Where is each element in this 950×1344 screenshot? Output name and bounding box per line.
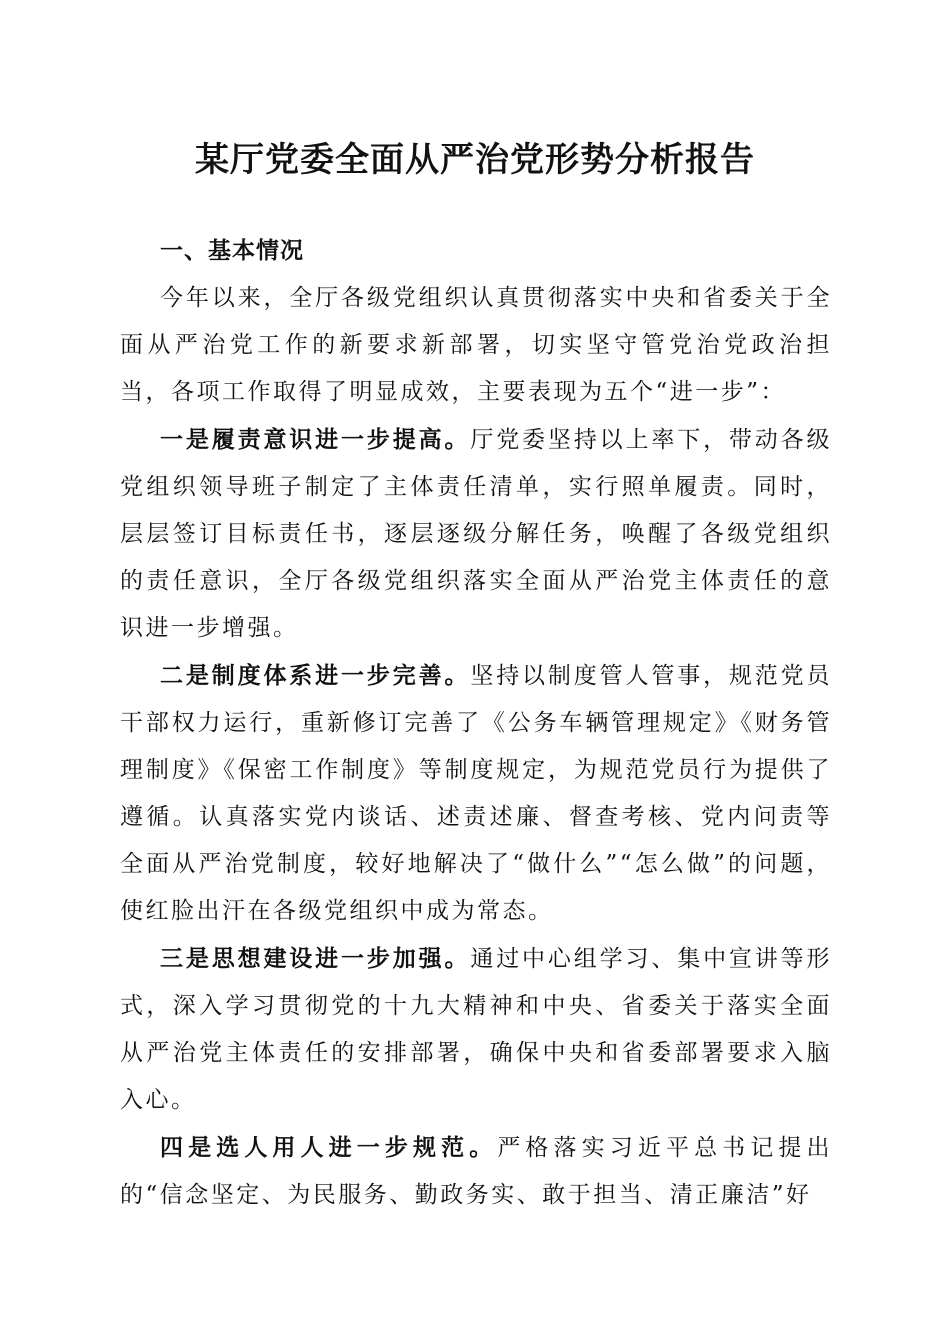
- point-lead: 二是制度体系进一步完善。: [160, 662, 471, 689]
- point-lead: 一是履责意识进一步提高。: [160, 426, 471, 453]
- point-text: 厅党委坚持以上率下，带动各级党组织领导班子制定了主体责任清单，实行照单履责。同时，层层签订目标责任书，逐层逐级分解任务，唤醒了各级党组织的责任意识，全厅各级党组织落实全面从严治党主体责任的意识进一步增强。: [120, 427, 833, 641]
- section-heading: 一、基本情况: [160, 238, 304, 264]
- point-paragraph-4: [120, 1124, 832, 1219]
- point-lead: 四是选人用人进一步规范。: [160, 1134, 498, 1161]
- intro-paragraph: 今年以来，全厅各级党组织认真贯彻落实中央和省委关于全面从严治党工作的新要求新部署，切实坚守管党治党政治担当，各项工作取得了明显成效，主要表现为五个“进一步”：: [120, 285, 832, 405]
- point-text: 通过中心组学习、集中宣讲等形式，深入学习贯彻党的十九大精神和中央、省委关于落实全面从严治党主体责任的安排部署，确保中央和省委部署要求入脑入心。: [120, 946, 833, 1113]
- document-title: 某厅党委全面从严治党形势分析报告: [195, 140, 755, 180]
- point-text: 严格落实习近平总书记提出的“信念坚定、为民服务、勤政务实、敢于担当、清正廉洁”好: [120, 1135, 833, 1208]
- document-body: [120, 228, 832, 1219]
- point-text: 坚持以制度管人管事，规范党员干部权力运行，重新修订完善了《公务车辆管理规定》《财务管理制度》《保密工作制度》等制度规定，为规范党员行为提供了遵循。认真落实党内谈话、述责述廉、督查考核、党内问责等全面从严治党制度，较好地解决了“做什么”“怎么做”的问题，使红脸出汗在各级党组织中成为常态。: [120, 663, 833, 924]
- point-paragraph-3: [120, 935, 832, 1124]
- point-paragraph-2: [120, 652, 832, 935]
- point-lead: 三是思想建设进一步加强。: [160, 945, 471, 972]
- point-paragraph-1: [120, 416, 832, 652]
